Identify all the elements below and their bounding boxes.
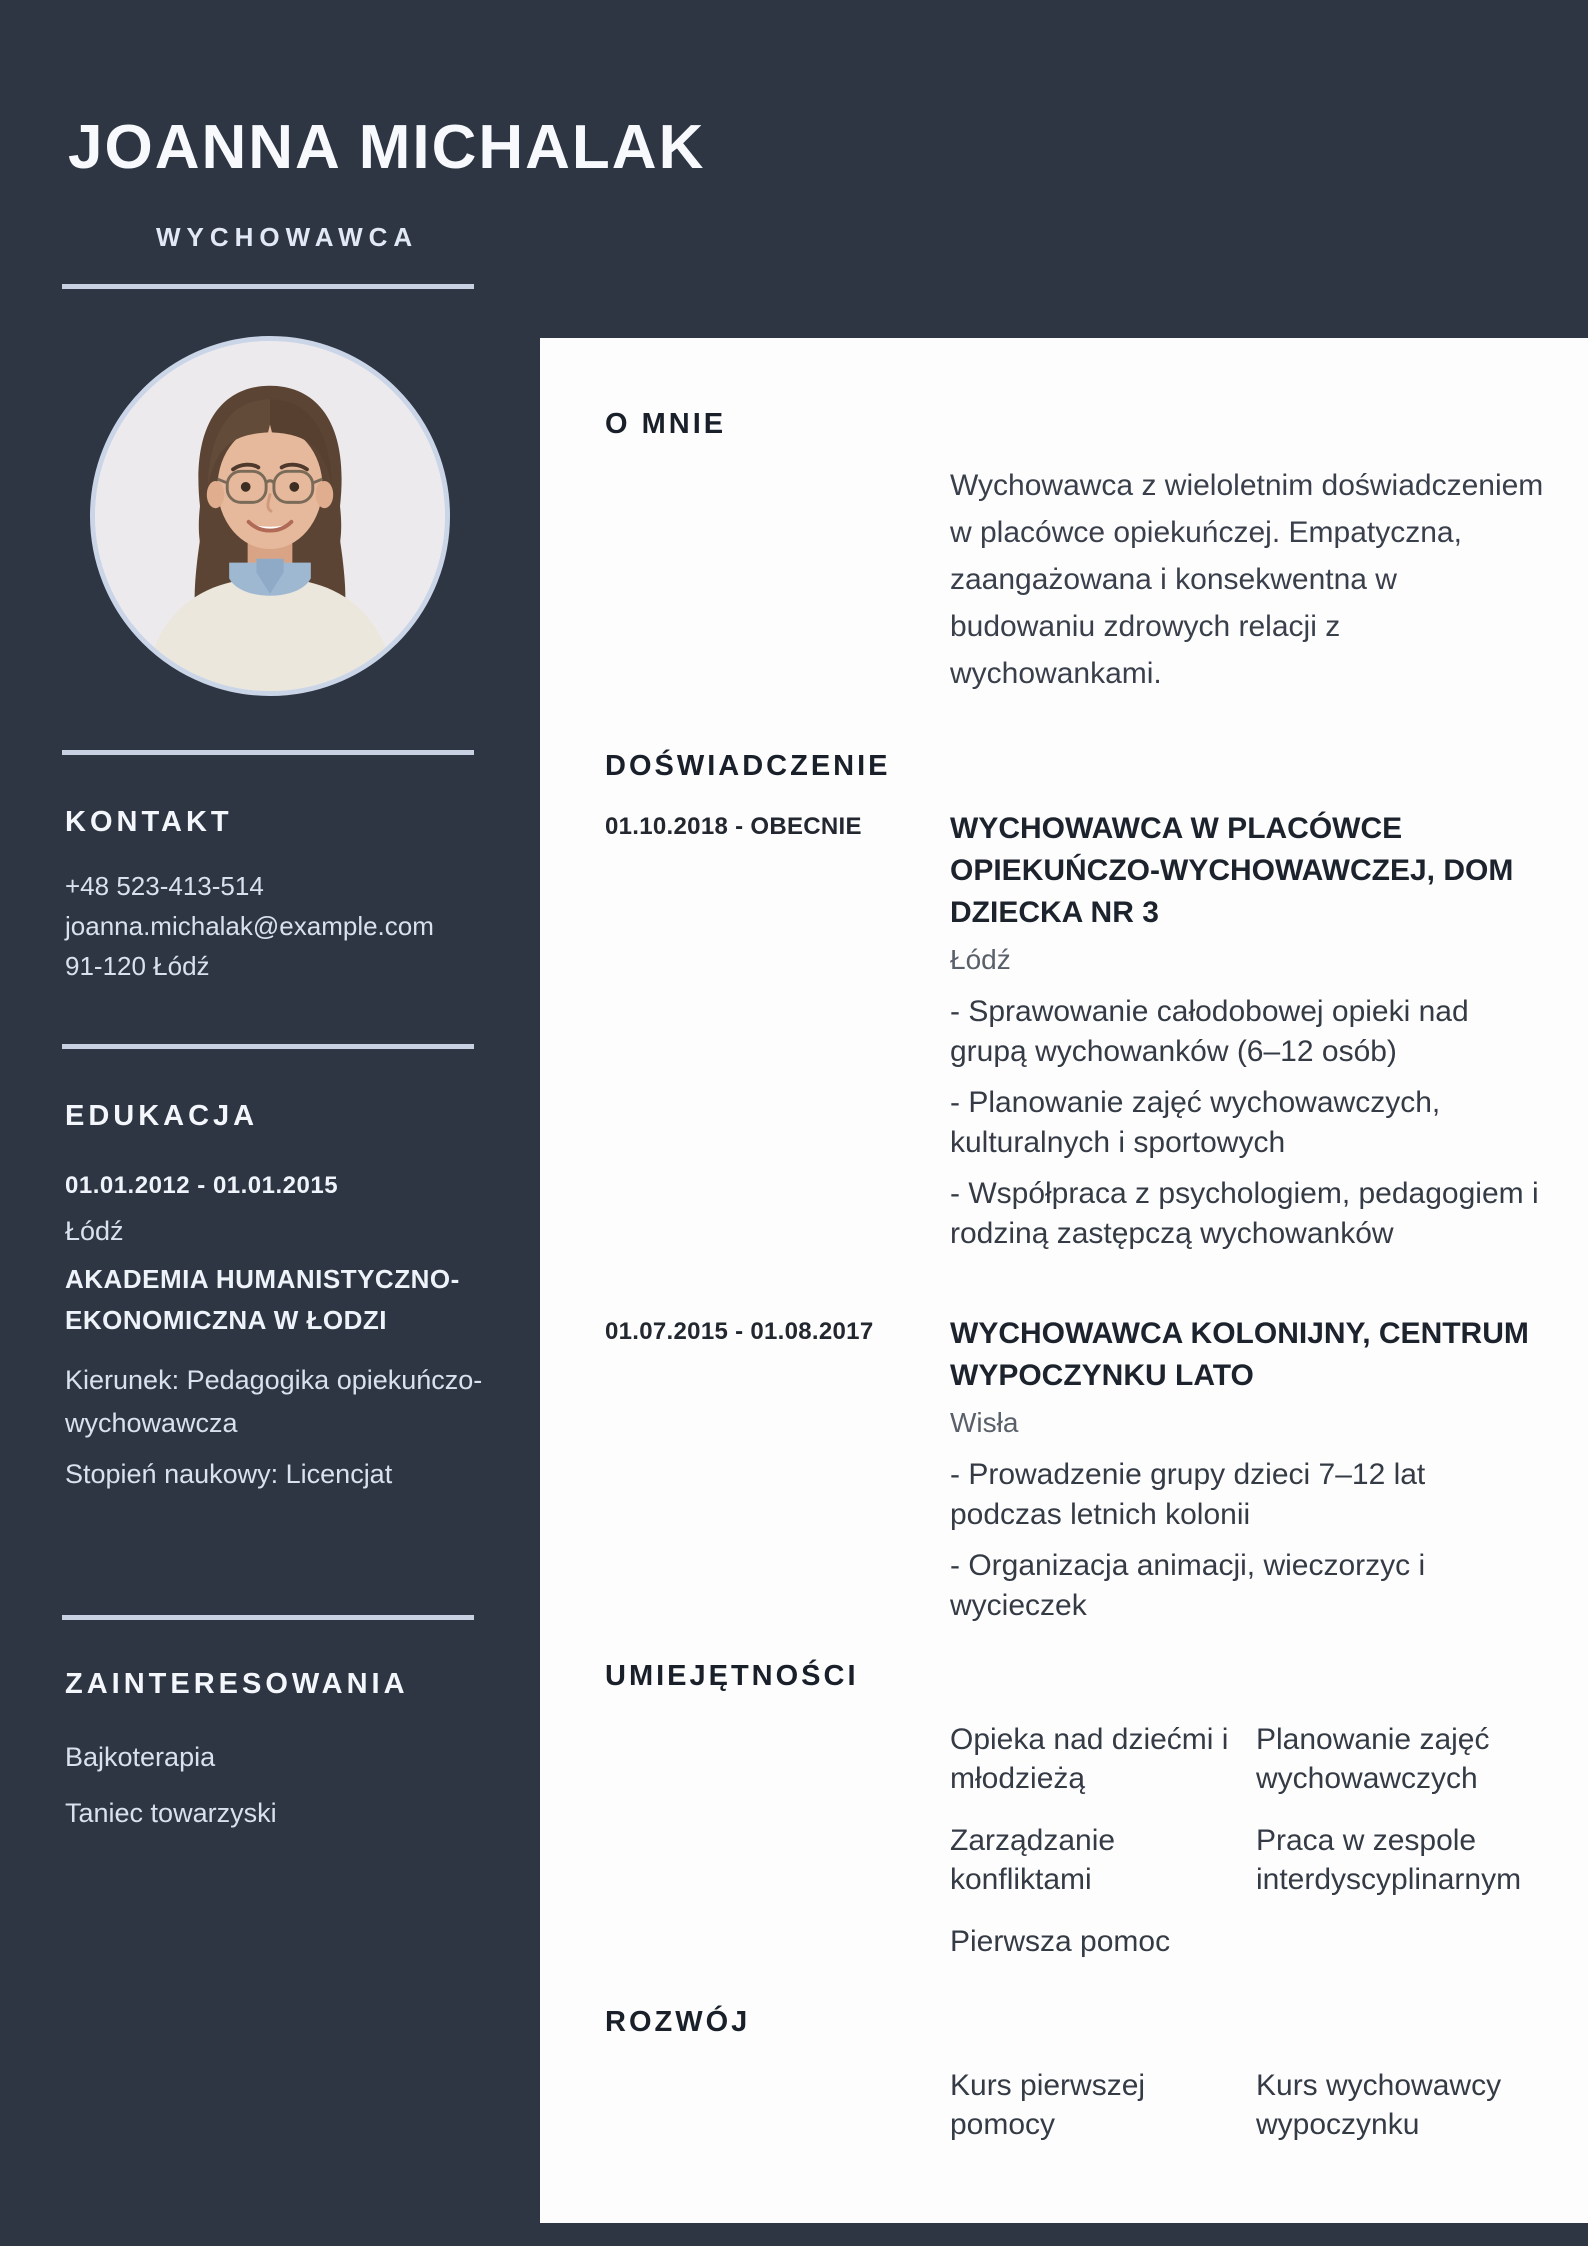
contact-phone: +48 523-413-514 xyxy=(65,871,264,901)
person-name: JOANNA MICHALAK xyxy=(68,113,706,182)
interests-list xyxy=(65,1742,485,1854)
job-bullet: - Prowadzenie grupy dzieci 7–12 lat podczas letnich kolonii xyxy=(950,1458,1426,1531)
job-details xyxy=(950,1313,1545,1637)
about-heading: O MNIE xyxy=(605,408,727,440)
experience-heading: DOŚWIADCZENIE xyxy=(605,750,891,782)
job-bullet-list xyxy=(950,1455,1545,1626)
job-details xyxy=(950,808,1545,1265)
contact-email: joanna.michalak@example.com xyxy=(65,911,434,941)
skills-heading: UMIEJĘTNOŚCI xyxy=(605,1660,859,1692)
job-location: Łódź xyxy=(950,944,1011,975)
skills-column-2 xyxy=(1256,1720,1553,1984)
development-list xyxy=(950,2066,1553,2167)
main-content-panel xyxy=(540,338,1588,2223)
development-column-1 xyxy=(950,2066,1247,2167)
job-title: WYCHOWAWCA KOLONIJNY, CENTRUM WYPOCZYNKU LATO xyxy=(950,1317,1529,1392)
education-field: Kierunek: Pedagogika opiekuńczo-wychowawcza xyxy=(65,1365,483,1438)
job-bullet: - Sprawowanie całodobowej opieki nad grupą wychowanków (6–12 osób) xyxy=(950,995,1469,1068)
job-bullet-list xyxy=(950,992,1545,1254)
interests-heading: ZAINTERESOWANIA xyxy=(65,1668,409,1700)
contact-heading: KONTAKT xyxy=(65,806,233,838)
education-entry xyxy=(65,1172,490,1490)
course-item: Kurs wychowawcy wypoczynku xyxy=(1256,2069,1502,2141)
person-job-title: WYCHOWAWCA xyxy=(156,222,419,252)
education-degree: Stopień naukowy: Licencjat xyxy=(65,1459,393,1489)
development-heading: ROZWÓJ xyxy=(605,2006,751,2038)
contact-list xyxy=(65,866,505,986)
education-dates: 01.01.2012 - 01.01.2015 xyxy=(65,1172,339,1199)
about-text: Wychowawca z wieloletnim doświadczeniem w placówce opiekuńczej. Empatyczna, zaangażowana i konsekwentna w budowaniu zdrowych relacji z wychowankami. xyxy=(950,469,1544,690)
job-title: WYCHOWAWCA W PLACÓWCE OPIEKUŃCZO-WYCHOWAWCZEJ, DOM DZIECKA NR 3 xyxy=(950,812,1514,929)
experience-entry xyxy=(605,808,1588,1265)
skill-item: Planowanie zajęć wychowawczych xyxy=(1256,1723,1490,1795)
interest-item: Bajkoterapia xyxy=(65,1742,216,1772)
skills-column-1 xyxy=(950,1720,1247,1984)
sidebar-divider xyxy=(62,1615,474,1620)
job-bullet: - Planowanie zajęć wychowawczych, kulturalnych i sportowych xyxy=(950,1086,1441,1159)
sidebar-divider xyxy=(62,284,474,289)
job-location: Wisła xyxy=(950,1407,1019,1438)
education-city: Łódź xyxy=(65,1216,124,1246)
skill-item: Opieka nad dziećmi i młodzieżą xyxy=(950,1723,1229,1795)
skill-item: Pierwsza pomoc xyxy=(950,1925,1171,1958)
profile-photo xyxy=(90,336,450,696)
skill-item: Zarządzanie konfliktami xyxy=(950,1824,1116,1896)
skills-list xyxy=(950,1720,1553,1984)
skill-item: Praca w zespole interdyscyplinarnym xyxy=(1256,1824,1522,1896)
education-school: AKADEMIA HUMANISTYCZNO-EKONOMICZNA W ŁODZI xyxy=(65,1264,460,1335)
portrait-illustration xyxy=(95,341,445,691)
sidebar-divider xyxy=(62,750,474,755)
job-bullet: - Organizacja animacji, wieczorzyc i wycieczek xyxy=(950,1549,1426,1622)
contact-address: 91-120 Łódź xyxy=(65,951,210,981)
job-dates: 01.07.2015 - 01.08.2017 xyxy=(605,1318,874,1345)
sidebar-divider xyxy=(62,1044,474,1049)
development-column-2 xyxy=(1256,2066,1553,2167)
course-item: Kurs pierwszej pomocy xyxy=(950,2069,1146,2141)
job-dates: 01.10.2018 - OBECNIE xyxy=(605,813,862,840)
education-heading: EDUKACJA xyxy=(65,1100,259,1132)
interest-item: Taniec towarzyski xyxy=(65,1798,277,1828)
experience-entry xyxy=(605,1313,1588,1637)
job-bullet: - Współpraca z psychologiem, pedagogiem i rodziną zastępczą wychowanków xyxy=(950,1177,1539,1250)
